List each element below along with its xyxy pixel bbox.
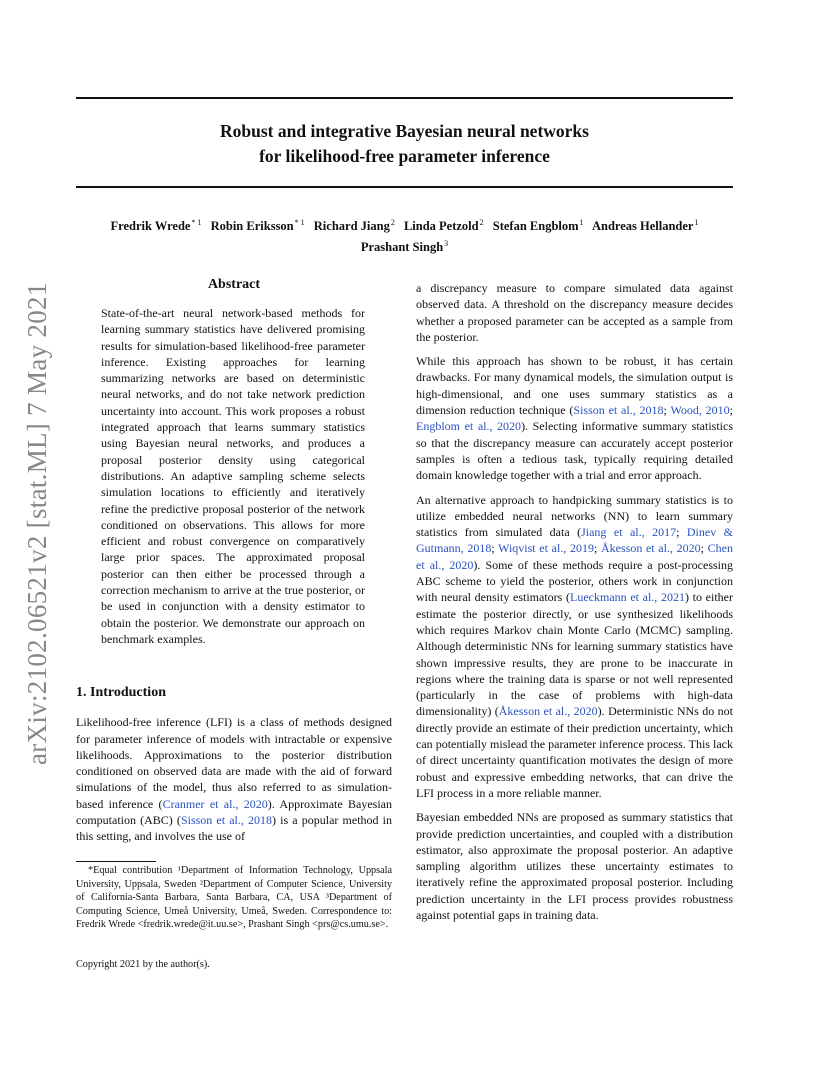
author-affiliation: 2 (390, 218, 395, 227)
author-affiliation: 1 (579, 218, 584, 227)
author-name: Andreas Hellander (591, 219, 694, 234)
paragraph: a discrepancy measure to compare simulated data against observed data. A threshold on the discrepancy measure decides whether a proposed parameter can be accepted as a sample from the posterior. (416, 281, 733, 344)
title-line: Robust and integrative Bayesian neural networks (220, 121, 589, 141)
paragraph: Bayesian embedded NNs are proposed as summary statistics that provide prediction uncertainties, and coupled with a distribution estimator, also approximate the proposal posterior. An adaptive sampling algorithm utilizes these uncertainty estimates to iteratively refine the approximated proposal posterior. Including prediction uncertainty in the LFI process provides robustness against potential gaps in training data. (416, 810, 733, 922)
citation-link[interactable]: Dinev & Gutmann, 2018 (416, 525, 733, 556)
section-heading: 1. Introduction (76, 685, 166, 701)
paragraph: An alternative approach to handpicking summary statistics is to utilize embedded neural networks (NN) to learn summary statistics from simulated data (Jiang et al., 2017; Dinev & Gutmann, 2018; Wiqvist et al., 2019; Åkesson et al., 2020; Chen et al., 2020). Some of these methods require a post-processing ABC scheme to yield the posterior, others work in conjunction with neural density estimators (Lueckmann et al., 2021) to either estimate the posterior directly, or use synthesized likelihoods which requires Markov chain Monte Carlo (MCMC) sampling. Although deterministic NNs for learning summary statistics have shown impressive results, they are prone to be inaccurate in regions where the training data is sparse or not well represented (particularly in the case of problems with high-data dimensionality) (Åkesson et al., 2020). Deterministic NNs do not directly provide an estimate of their prediction uncertainty, which can potentially mislead the parameter inference process. This lack of direct uncertainty quantification motivates the design of more robust and expressive embedding networks, that can drive the LFI process in a more reliable manner. (416, 492, 733, 800)
right-column (416, 280, 733, 931)
author-name: Fredrik Wrede (110, 219, 191, 234)
author-name: Prashant Singh (360, 240, 444, 255)
author-affiliation: 3 (444, 239, 449, 249)
affiliation-footnote: *Equal contribution ¹Department of Information Technology, Uppsala University, Uppsala, Sweden ²Department of Computer Science, University of California-Santa Barbara, Santa Barbara, CA, USA ³Department of Computing Science, Umeå University, Umeå, Sweden. Correspondence to: Fredrik Wrede <fredrik.wrede@it.uu.se>, Prashant Singh <prs@cs.umu.se>. (76, 865, 392, 931)
author-affiliation: 2 (479, 218, 484, 227)
abstract-text: State-of-the-art neural network-based methods for learning summary statistics have delivered promising results for simulation-based likelihood-free parameter inference. Existing approaches for learning summarizing networks are based on deterministic neural networks, and do not take network prediction uncertainty into account. This work proposes a robust integrated approach that learns summary statistics using Bayesian neural networks, and produces a proposal posterior density using categorical distributions. An adaptive sampling scheme selects simulation locations to efficiently and iteratively refine the predictive proposal posterior of the network conditioned on observations. This allows for more efficient and robust convergence on comparatively large prior spaces. The approximated proposal posterior can then either be processed through a correction mechanism to arrive at the true posterior, or be used in conjunction with a density estimator to obtain the posterior. We demonstrate our approach on benchmark examples. (101, 306, 365, 646)
paragraph: Likelihood-free inference (LFI) is a class of methods designed for parameter inference of models with intractable or expensive likelihoods. Approximations to the posterior distribution conditioned on observed data are made with the aid of forward simulations of the model, thus also referred to as simulation-based inference (Cranmer et al., 2020). Approximate Bayesian computation (ABC) (Sisson et al., 2018) is a popular method in this setting, and involves the use of (76, 715, 393, 844)
citation-link[interactable]: Cranmer et al., 2020 (162, 796, 268, 811)
abstract-heading: Abstract (207, 277, 261, 292)
citation-link[interactable]: Engblom et al., 2020 (416, 419, 522, 434)
citation-link[interactable]: Wood, 2010 (670, 403, 730, 418)
author (493, 219, 584, 233)
author-name: Linda Petzold (403, 219, 479, 234)
author-list (76, 214, 733, 256)
author (211, 219, 305, 233)
left-column (76, 276, 392, 853)
citation-link[interactable]: Wiqvist et al., 2019 (498, 541, 594, 556)
citation-link[interactable]: Lueckmann et al., 2021 (570, 590, 685, 605)
title-line: for likelihood-free parameter inference (259, 146, 550, 166)
title-rule-bottom (76, 186, 733, 188)
citation-link[interactable]: Chen et al., 2020 (416, 541, 733, 572)
author-affiliation: * 1 (191, 218, 202, 227)
author-affiliation: * 1 (294, 218, 305, 227)
author (111, 219, 202, 233)
citation-link[interactable]: Sisson et al., 2018 (573, 403, 664, 418)
author-name: Stefan Engblom (492, 219, 579, 234)
citation-link[interactable]: Jiang et al., 2017 (581, 525, 677, 540)
citation-link[interactable]: Sisson et al., 2018 (180, 813, 273, 828)
title-rule-top (76, 97, 733, 99)
author (314, 219, 395, 233)
citation-link[interactable]: Åkesson et al., 2020 (600, 541, 701, 556)
footnote-rule (76, 861, 156, 862)
paper-title (76, 119, 733, 169)
author-name: Richard Jiang (313, 219, 390, 234)
author-affiliation: 1 (694, 218, 699, 227)
author (404, 219, 484, 233)
author (592, 219, 699, 233)
author-name: Robin Eriksson (210, 219, 294, 234)
copyright-notice: Copyright 2021 by the author(s). (76, 959, 210, 970)
author (361, 240, 448, 254)
arxiv-identifier: arXiv:2102.06521v2 [stat.ML] 7 May 2021 (22, 282, 52, 765)
paragraph: While this approach has shown to be robust, it has certain drawbacks. For many dynamical models, the simulation output is high-dimensional, and one uses summary statistics as a dimension reduction technique (Sisson et al., 2018; Wood, 2010; Engblom et al., 2020). Selecting informative summary statistics so that the discrepancy measure can accurately accept posterior samples is often a tedious task, typically requiring detailed domain knowledge together with a trial and error approach. (416, 354, 733, 483)
citation-link[interactable]: Åkesson et al., 2020 (498, 704, 598, 719)
